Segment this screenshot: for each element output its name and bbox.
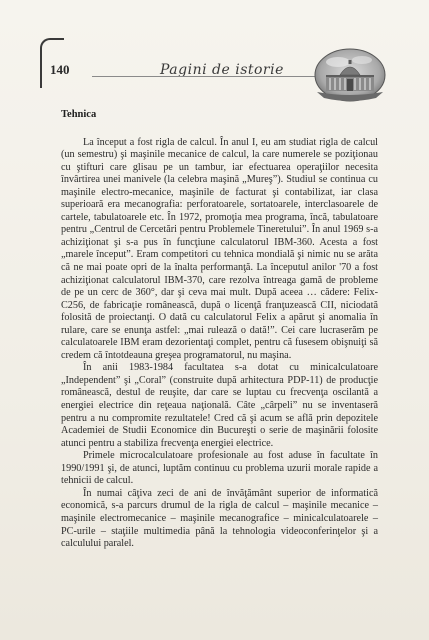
paragraph: În numai câţiva zeci de ani de învăţământ superior de informatică economică, s-a parcurs drumul de la rigla de calcul – maşinile mecanice – maşinile electromecanice – maşinile mecanografice – minicalculatoarele – PC-urile – staţiile multimedia până la tehnologia videoconferinţelor şi a calculului paralel. <box>61 487 378 550</box>
article-body <box>61 109 378 551</box>
paragraph: Primele microcalculatoare profesionale au fost aduse în facultate în 1990/1991 şi, de atunci, luptăm continuu cu problema uzurii morale rapide a tehnicii de calcul. <box>61 450 378 487</box>
paragraph: La început a fost rigla de calcul. În anul I, eu am studiat rigla de calcul (un semestru) şi maşinile mecanice de calcul, la care numerele se poziţionau cu ştifturi care glisau pe un tambur, iar efectuarea operaţiilor necesita învârtirea unei manivele (la celebra maşină „Mureş”). Studiul se continua cu maşinile electro-mecanice, maşinile de facturat şi contabilizat, iar clasa superioară era mecanografia: perforatoarele, sortatoarele, interclasoarele de cartele, tabulatoarele etc. În 1972, promoţia mea programa, încă, tabulatoare pentru „Centrul de Cercetări pentru Problemele Tineretului”. În anul 1969 s-a achiziţionat şi s-a pus în funcţiune calculatorul IBM-360. Acesta a fost „marele început”. Eram competitori cu tehnica mondială şi nimic nu se arăta că ne mai poate opri de la înalta performanţă. La începutul anilor '70 a fost achiziţionat calculatorul IBM-370, care rezolva întreaga gamă de probleme de pe un cerc de 360°, dar şi ceva mai mult. După aceea … cădere: Felix-C256, de fabricaţie românească, după o licenţă franţuzească CII, niciodată folosită de proiectanţi. O dată cu calculatorul Felix a apărut şi anomalia în rulare, care se enunţa astfel: „mai rulează o dată!”. Cei care lucraserăm pe calculatoarele IBM eram dezorientaţi complet, pentru că fusesem obişnuiţi să credem că întotdeauna greşea programatorul, nu maşina. <box>61 136 378 361</box>
page-number: 140 <box>50 62 70 77</box>
building-vignette-image <box>314 48 386 102</box>
section-title: Tehnica <box>61 109 97 120</box>
paragraph: În anii 1983-1984 facultatea s-a dotat cu minicalculatoare „Independent” şi „Coral” (construite după arhitectura PDP-11) de producţie românească, destul de reuşite, dar care se luptau cu frecvenţa oscilantă a energiei electrice din reţeaua naţională. Câte „cârpeli” nu se inventaseră pentru a nu compromite rezultatele! Cred că şi acum se află prin depozitele Academiei de Studii Economice din Bucureşti o serie de maşinării folosite atunci pentru a stabiliza frecvenţa energiei electrice. <box>61 362 378 449</box>
header-rule <box>92 76 317 77</box>
running-title: Pagini de istorie <box>160 62 284 78</box>
